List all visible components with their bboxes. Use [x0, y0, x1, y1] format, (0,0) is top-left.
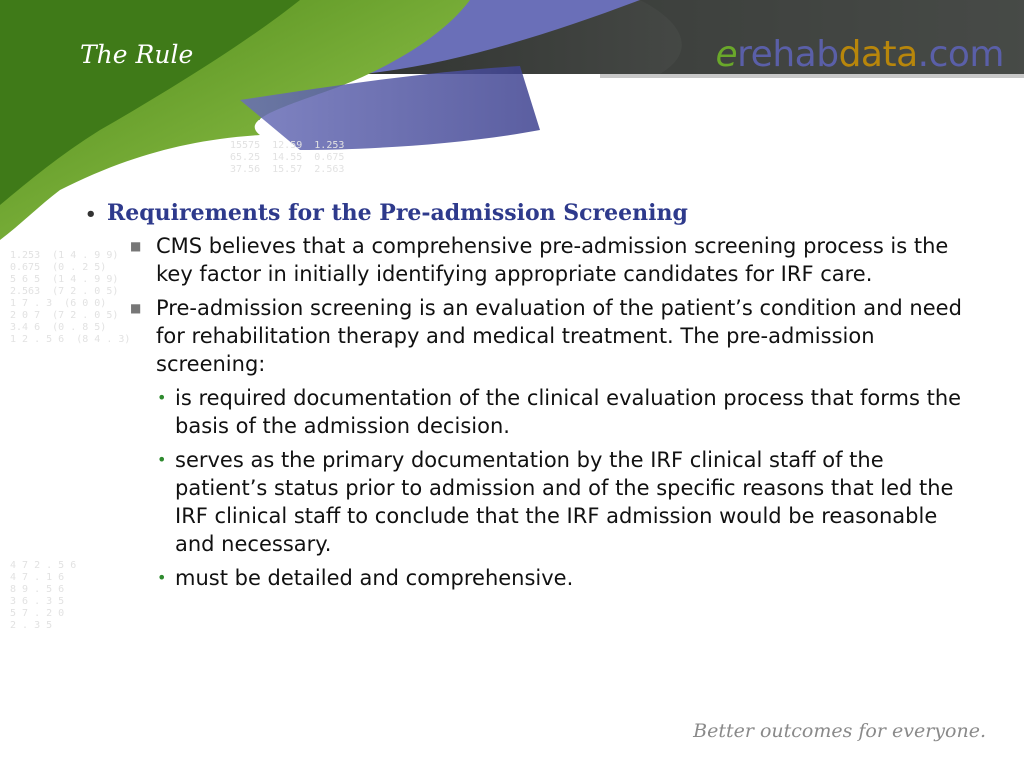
- slide-title: The Rule: [80, 40, 194, 69]
- subpoint-text: must be detailed and comprehensive.: [175, 566, 574, 590]
- erehabdata-logo: [716, 34, 1004, 75]
- list-item: [130, 294, 965, 378]
- square-bullet-icon: ■: [130, 239, 142, 253]
- list-item: [157, 384, 965, 440]
- logo-dotcom: .com: [917, 34, 1004, 75]
- tagline: Better outcomes for everyone.: [693, 720, 986, 742]
- slide-content: [85, 200, 965, 598]
- section-heading: Requirements for the Pre-admission Screening: [107, 200, 688, 226]
- point-text: CMS believes that a comprehensive pre-admission screening process is the key factor in initially identifying appropriate candidates for IRF care.: [156, 234, 949, 286]
- square-bullet-icon: ■: [130, 301, 142, 315]
- list-item: [130, 232, 965, 288]
- bullet-dot-icon: •: [157, 388, 167, 407]
- point-list: [130, 232, 965, 378]
- background-digits: 15575 12.59 1.253 65.25 14.55 0.675 37.56 15.57 2.563: [230, 140, 345, 175]
- bullet-dot-icon: •: [157, 568, 167, 587]
- subpoint-text: is required documentation of the clinical evaluation process that forms the basis of the admission decision.: [175, 386, 962, 438]
- subpoint-text: serves as the primary documentation by the IRF clinical staff of the patient’s status prior to admission and of the specific reasons that led the IRF clinical staff to conclude that the IRF admission would be reasonable and necessary.: [175, 448, 954, 556]
- logo-e: e: [715, 34, 738, 75]
- list-item: [157, 446, 965, 558]
- logo-rehab: rehab: [737, 34, 839, 75]
- background-digits-lower: 4 7 2 . 5 6 4 7 . 1 6 8 9 . 5 6 3 6 . 3 5 5 7 . 2 0 2 . 3 5: [10, 560, 77, 631]
- bullet-dot-icon: •: [157, 450, 167, 469]
- bullet-dot-icon: •: [85, 204, 97, 225]
- point-text: Pre-admission screening is an evaluation of the patient’s condition and need for rehabilitation therapy and medical treatment. The pre-admission screening:: [156, 296, 962, 376]
- list-item: [157, 564, 965, 592]
- background-digits-left: 1.253 (1 4 . 9 9) 0.675 (0 . 2 5) 5 6 5 (1 4 . 9 9) 2.563 (7 2 . 0 5) 1 7 . 3 (6 0 0) 2 0 7 (7 2 . 0 5) 3.4 6 (0 . 8 5) 1 2 . 5 6 (8 4 . 3): [10, 250, 131, 345]
- subpoint-list: [157, 384, 965, 592]
- heading-item: [85, 200, 965, 226]
- logo-data: data: [838, 34, 918, 75]
